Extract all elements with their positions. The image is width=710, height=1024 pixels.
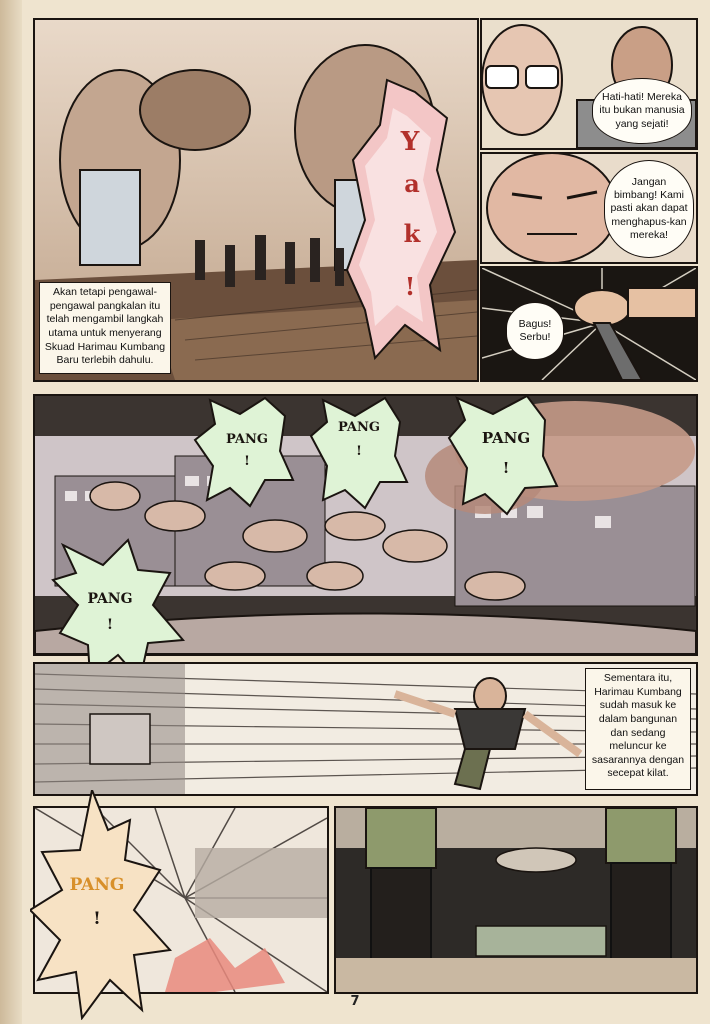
panel-3 <box>480 152 698 264</box>
pang-sfx-1-text: PANG <box>226 432 268 447</box>
panel-8 <box>334 806 698 994</box>
pang-sfx-2-text: PANG <box>338 420 380 435</box>
speech-bubble-attack-command: Bagus! Serbu! <box>506 302 564 360</box>
narration-caption-harimau-kumbang: Sementara itu, Harimau Kumbang sudah masuk ke dalam bangunan dan sedang meluncur ke sasarannya dengan secepat kilat. <box>585 668 691 790</box>
narration-caption-guards: Akan tetapi pengawal-pengawal pangkalan itu telah mengambil langkah utama untuk menyerang Skuad Harimau Kumbang Baru terlebih dahulu. <box>39 282 171 374</box>
panel-6 <box>33 662 698 796</box>
page-binding-edge <box>0 0 22 1024</box>
panel-8-art <box>336 808 696 992</box>
pang-sfx-1-exclamation: ! <box>244 454 250 469</box>
yak-sfx-letter-a: a <box>404 169 420 198</box>
panel-1 <box>33 18 479 382</box>
pang-sfx-5-text: PANG <box>69 875 125 895</box>
pang-sfx-3-exclamation: ! <box>502 459 510 477</box>
panel-4 <box>480 266 698 382</box>
yak-sfx-exclamation: ! <box>404 272 416 301</box>
yak-sfx-letter-k: k <box>403 219 421 248</box>
speech-bubble-reassurance: Jangan bimbang! Kami pasti akan dapat menghapus-kan mereka! <box>604 160 694 258</box>
pang-sfx-2-exclamation: ! <box>356 444 362 459</box>
panel-2 <box>480 18 698 150</box>
pang-sfx-3-text: PANG <box>481 429 531 447</box>
pang-sound-effect-burst-5 <box>30 790 175 1020</box>
yak-sfx-letter-y: Y <box>400 127 420 157</box>
pang-sfx-5-exclamation: ! <box>93 909 101 929</box>
speech-bubble-warning: Hati-hati! Mereka itu bukan manusia yang sejati! <box>592 78 692 144</box>
pang-sfx-4-text: PANG <box>87 591 133 607</box>
pang-sfx-4-exclamation: ! <box>106 617 114 633</box>
page-number: 7 <box>350 994 360 1009</box>
